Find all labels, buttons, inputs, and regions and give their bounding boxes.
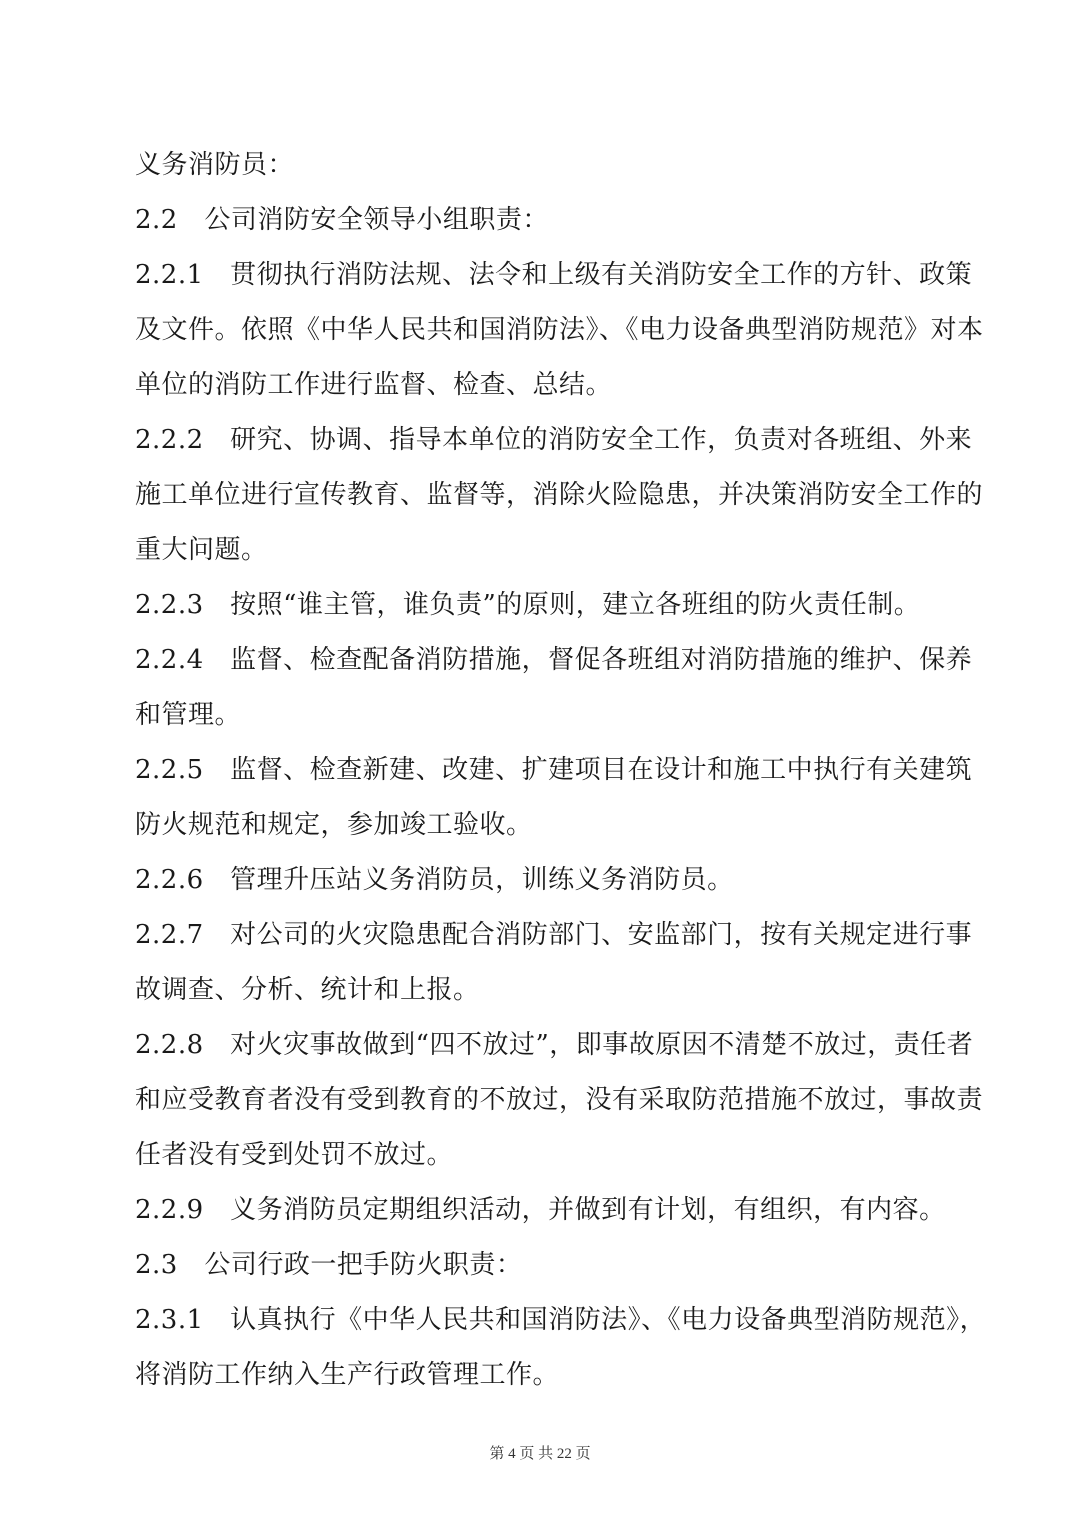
text-line: 故调查、分析、统计和上报。 xyxy=(135,975,480,1005)
text-line: 将消防工作纳入生产行政管理工作。 xyxy=(135,1360,560,1390)
text-line: 单位的消防工作进行监督、检查、总结。 xyxy=(135,370,613,400)
section-heading: 2.2 公司消防安全领导小组职责： xyxy=(135,205,549,235)
text-line: 施工单位进行宣传教育、监督等，消除火险隐患，并决策消防安全工作的 xyxy=(135,480,984,510)
text-line: 2.2.1 贯彻执行消防法规、法令和上级有关消防安全工作的方针、政策 xyxy=(135,260,973,290)
document-body xyxy=(135,138,987,1403)
text-line: 义务消防员： xyxy=(135,150,295,180)
page-number-footer: 第 4 页 共 22 页 xyxy=(489,1446,591,1462)
text-line: 2.2.9 义务消防员定期组织活动，并做到有计划，有组织，有内容。 xyxy=(135,1195,946,1225)
text-line: 和管理。 xyxy=(135,700,242,730)
text-line: 2.2.4 监督、检查配备消防措施，督促各班组对消防措施的维护、保养 xyxy=(135,645,973,675)
text-line: 2.2.8 对火灾事故做到“四不放过”，即事故原因不清楚不放过，责任者 xyxy=(135,1030,974,1060)
text-line: 及文件。依照《中华人民共和国消防法》、《电力设备典型消防规范》对本 xyxy=(135,315,984,345)
text-line: 2.2.3 按照“谁主管，谁负责”的原则，建立各班组的防火责任制。 xyxy=(135,590,921,620)
text-line: 2.2.2 研究、协调、指导本单位的消防安全工作，负责对各班组、外来 xyxy=(135,425,973,455)
text-line: 2.2.7 对公司的火灾隐患配合消防部门、安监部门，按有关规定进行事 xyxy=(135,920,973,950)
section-heading: 2.3 公司行政一把手防火职责： xyxy=(135,1250,523,1280)
text-line: 2.2.5 监督、检查新建、改建、扩建项目在设计和施工中执行有关建筑 xyxy=(135,755,973,785)
text-line: 2.2.6 管理升压站义务消防员，训练义务消防员。 xyxy=(135,865,734,895)
text-line: 防火规范和规定，参加竣工验收。 xyxy=(135,810,533,840)
text-line: 和应受教育者没有受到教育的不放过，没有采取防范措施不放过，事故责 xyxy=(135,1085,984,1115)
text-line: 重大问题。 xyxy=(135,535,268,565)
text-line: 任者没有受到处罚不放过。 xyxy=(135,1140,454,1170)
text-line: 2.3.1 认真执行《中华人民共和国消防法》、《电力设备典型消防规范》， xyxy=(135,1305,987,1335)
